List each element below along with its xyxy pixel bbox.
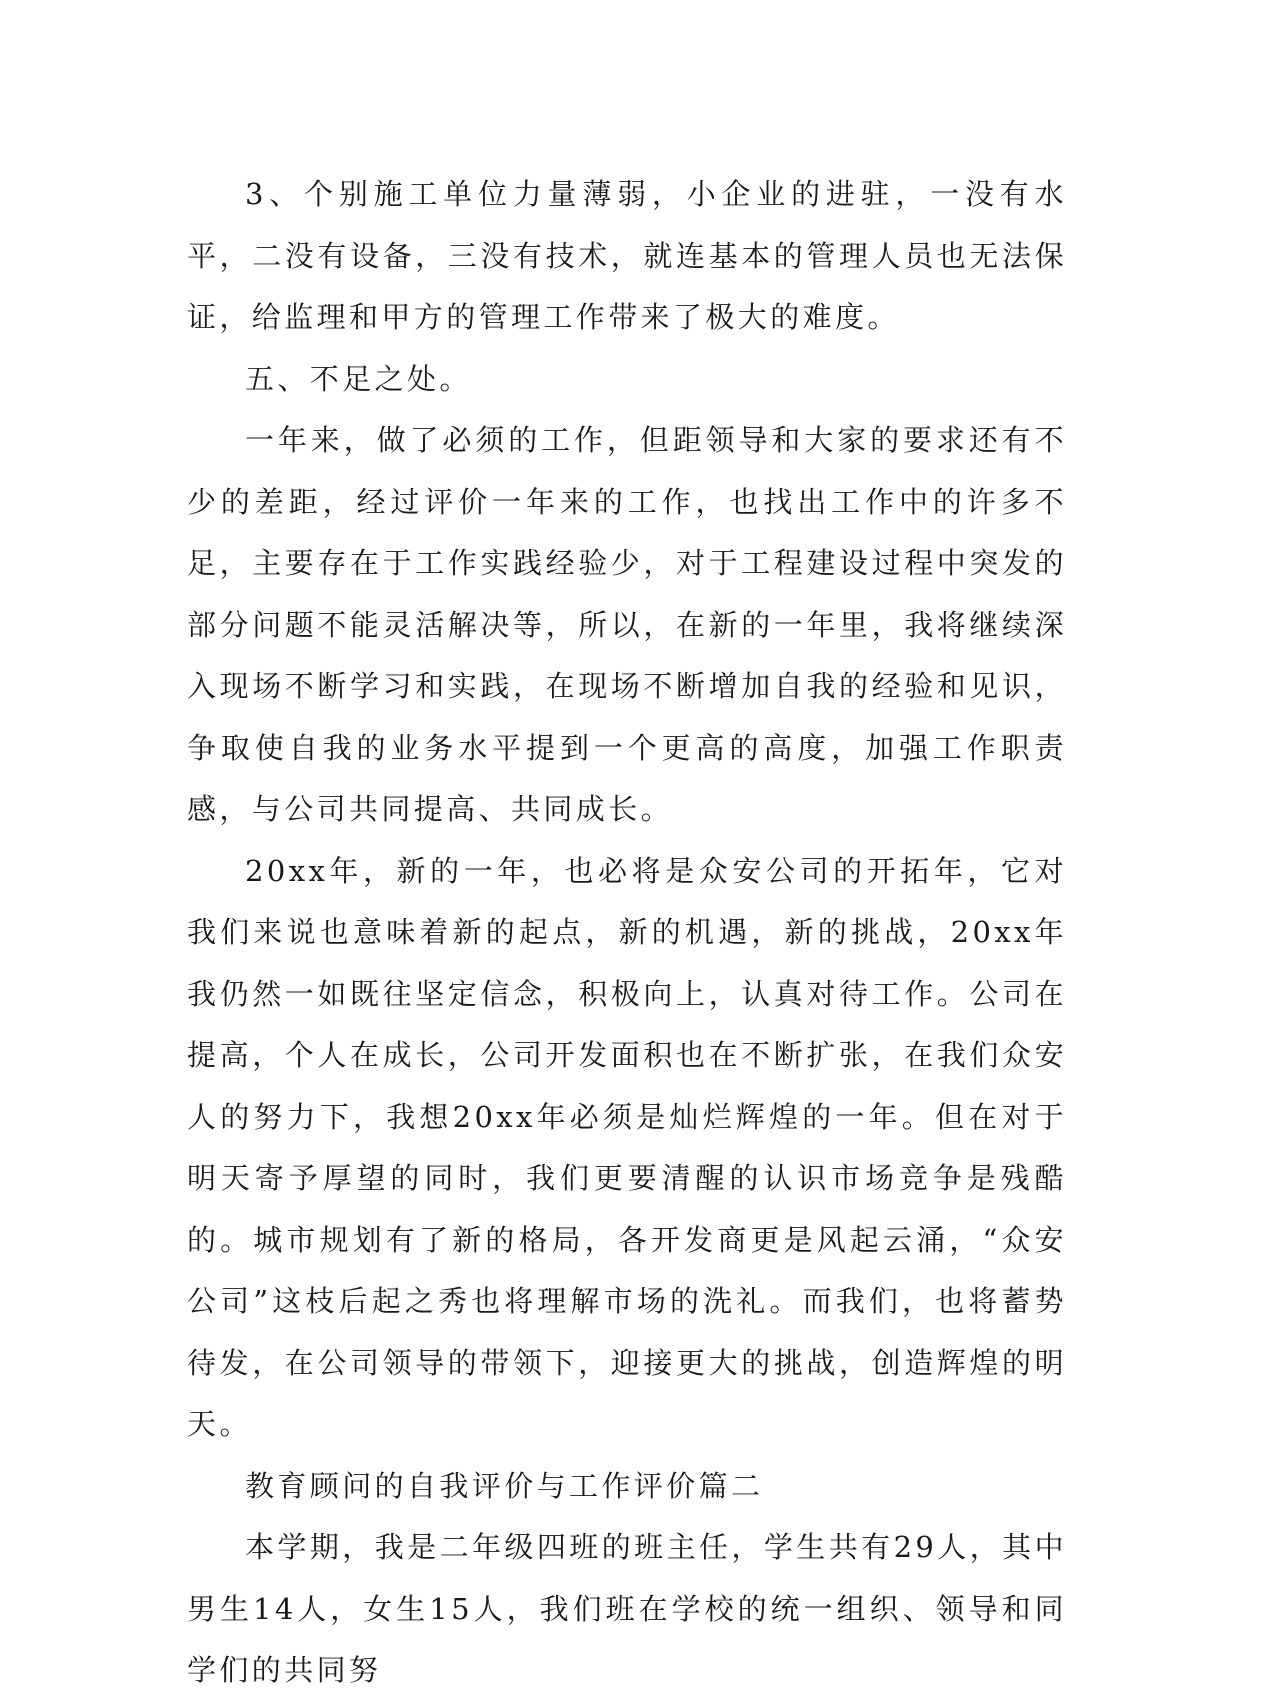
paragraph-class-introduction: 本学期，我是二年级四班的班主任，学生共有29人，其中男生14人，女生15人，我们班在学校的统一组织、领导和同学们的共同努 [187, 1530, 1067, 1687]
section-heading-shortcomings: 五、不足之处。 [245, 361, 472, 396]
article-heading-part-two: 教育顾问的自我评价与工作评价篇二 [245, 1468, 764, 1503]
paragraph-construction-issues: 3、个别施工单位力量薄弱，小企业的进驻，一没有水平，二没有设备，三没有技术，就连基本的管理人员也无法保证，给监理和甲方的管理工作带来了极大的难度。 [187, 177, 1067, 334]
document-body [187, 164, 1067, 1702]
paragraph-new-year-outlook: 20xx年，新的一年，也必将是众安公司的开拓年，它对我们来说也意味着新的起点，新的机遇，新的挑战，20xx年我仍然一如既往坚定信念，积极向上，认真对待工作。公司在提高，个人在成长，公司开发面积也在不断扩张，在我们众安人的努力下，我想20xx年必须是灿烂辉煌的一年。但在对于明天寄予厚望的同时，我们更要清醒的认识市场竞争是残酷的。城市规划有了新的格局，各开发商更是风起云涌，“众安公司”这枝后起之秀也将理解市场的洗礼。而我们，也将蓄势待发，在公司领导的带领下，迎接更大的挑战，创造辉煌的明天。 [187, 853, 1067, 1441]
paragraph-shortcomings: 一年来，做了必须的工作，但距领导和大家的要求还有不少的差距，经过评价一年来的工作，也找出工作中的许多不足，主要存在于工作实践经验少，对于工程建设过程中突发的部分问题不能灵活解决等，所以，在新的一年里，我将继续深入现场不断学习和实践，在现场不断增加自我的经验和见识，争取使自我的业务水平提到一个更高的高度，加强工作职责感，与公司共同提高、共同成长。 [187, 423, 1067, 826]
